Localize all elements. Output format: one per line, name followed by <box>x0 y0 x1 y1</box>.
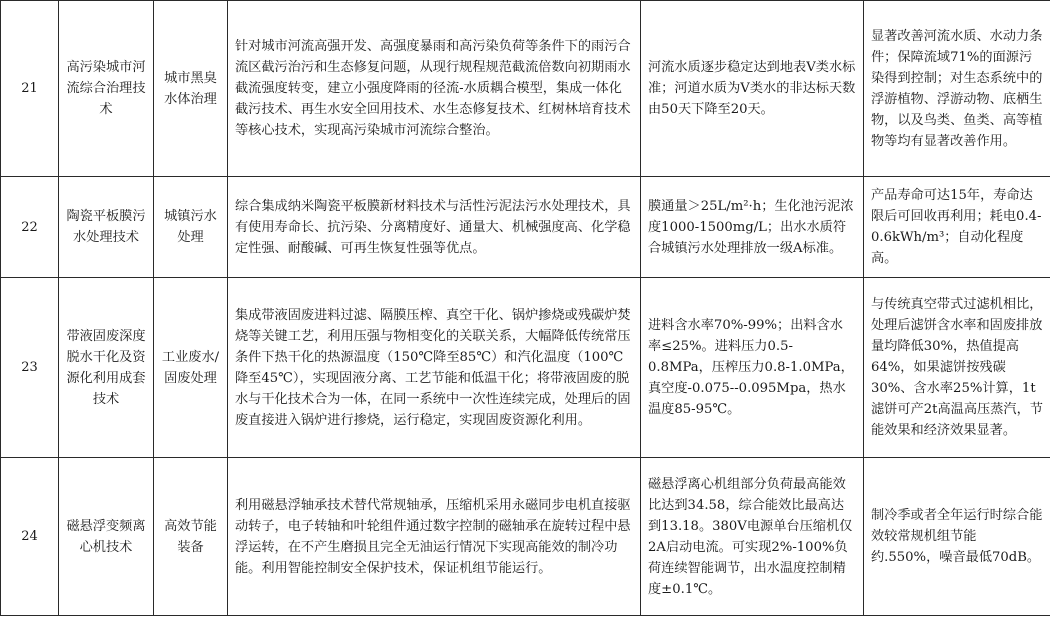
technology-name: 高污染城市河流综合治理技术 <box>59 1 154 177</box>
technology-content: 集成带液固废进料过滤、隔膜压榨、真空干化、锅炉掺烧或残碳炉焚烧等关键工艺，利用压强与物相变化的关联关系，大幅降低传统常压条件下热干化的热源温度（150℃降至85℃）和汽化温度（100℃降至45℃），实现固液分离、工艺节能和低温干化；将带液固废的脱水与干化技术合为一体，在同一系统中一次性连续完成，处理后的固废直接进入锅炉进行掺烧，运行稳定，实现固废资源化利用。 <box>228 278 641 458</box>
table-row <box>1 177 1050 278</box>
key-indicators: 河流水质逐步稳定达到地表Ⅴ类水标准；河道水质为Ⅴ类水的非达标天数由50天下降至20天。 <box>641 1 864 177</box>
table-row <box>1 278 1050 458</box>
application-effect: 显著改善河流水质、水动力条件；保障流域71%的面源污染得到控制；对生态系统中的浮游植物、浮游动物、底栖生物，以及鸟类、鱼类、高等植物等均有显著改善作用。 <box>864 1 1050 177</box>
key-indicators: 磁悬浮离心机组部分负荷最高能效比达到34.58，综合能效比最高达到13.18。380V电源单台压缩机仅2A启动电流。可实现2%-100%负荷连续智能调节，出水温度控制精度±0.1℃。 <box>641 458 864 616</box>
application-effect: 与传统真空带式过滤机相比，处理后滤饼含水率和固废排放量均降低30%，热值提高64%，如果滤饼按残碳30%、含水率25%计算，1t滤饼可产2t高温高压蒸汽，节能效果和经济效果显著。 <box>864 278 1050 458</box>
application-field: 城市黑臭水体治理 <box>154 1 228 177</box>
technology-content: 综合集成纳米陶瓷平板膜新材料技术与活性污泥法污水处理技术，具有使用寿命长、抗污染、分离精度好、通量大、机械强度高、化学稳定性强、耐酸碱、可再生恢复性强等优点。 <box>228 177 641 278</box>
application-effect: 制冷季或者全年运行时综合能效较常规机组节能约.550%，噪音最低70dB。 <box>864 458 1050 616</box>
row-number: 24 <box>1 458 59 616</box>
key-indicators: 膜通量＞25L/m²·h；生化池污泥浓度1000-1500mg/L；出水水质符合城镇污水处理排放一级A标准。 <box>641 177 864 278</box>
technology-content: 利用磁悬浮轴承技术替代常规轴承，压缩机采用永磁同步电机直接驱动转子，电子转轴和叶轮组件通过数字控制的磁轴承在旋转过程中悬浮运转，在不产生磨损且完全无油运行情况下实现高能效的制冷功能。利用智能控制安全保护技术，保证机组节能运行。 <box>228 458 641 616</box>
row-number: 23 <box>1 278 59 458</box>
table-row <box>1 458 1050 616</box>
technology-name: 带液固废深度脱水干化及资源化利用成套技术 <box>59 278 154 458</box>
technology-content: 针对城市河流高强开发、高强度暴雨和高污染负荷等条件下的雨污合流区截污治污和生态修复问题，从现行规程规范截流倍数向初期雨水截流强度转变，建立小强度降雨的径流-水质耦合模型，集成一体化截污技术、再生水安全回用技术、水生态修复技术、红树林培育技术等核心技术，实现高污染城市河流综合整治。 <box>228 1 641 177</box>
key-indicators: 进料含水率70%-99%；出料含水率≤25%。进料压力0.5-0.8MPa，压榨压力0.8-1.0MPa，真空度-0.075--0.095Mpa，热水温度85-95℃。 <box>641 278 864 458</box>
application-field: 高效节能装备 <box>154 458 228 616</box>
row-number: 22 <box>1 177 59 278</box>
application-effect: 产品寿命可达15年，寿命达限后可回收再利用；耗电0.4-0.6kWh/m³；自动化程度高。 <box>864 177 1050 278</box>
application-field: 城镇污水处理 <box>154 177 228 278</box>
application-field: 工业废水/固废处理 <box>154 278 228 458</box>
row-number: 21 <box>1 1 59 177</box>
technology-name: 陶瓷平板膜污水处理技术 <box>59 177 154 278</box>
table-row <box>1 1 1050 177</box>
technology-name: 磁悬浮变频离心机技术 <box>59 458 154 616</box>
